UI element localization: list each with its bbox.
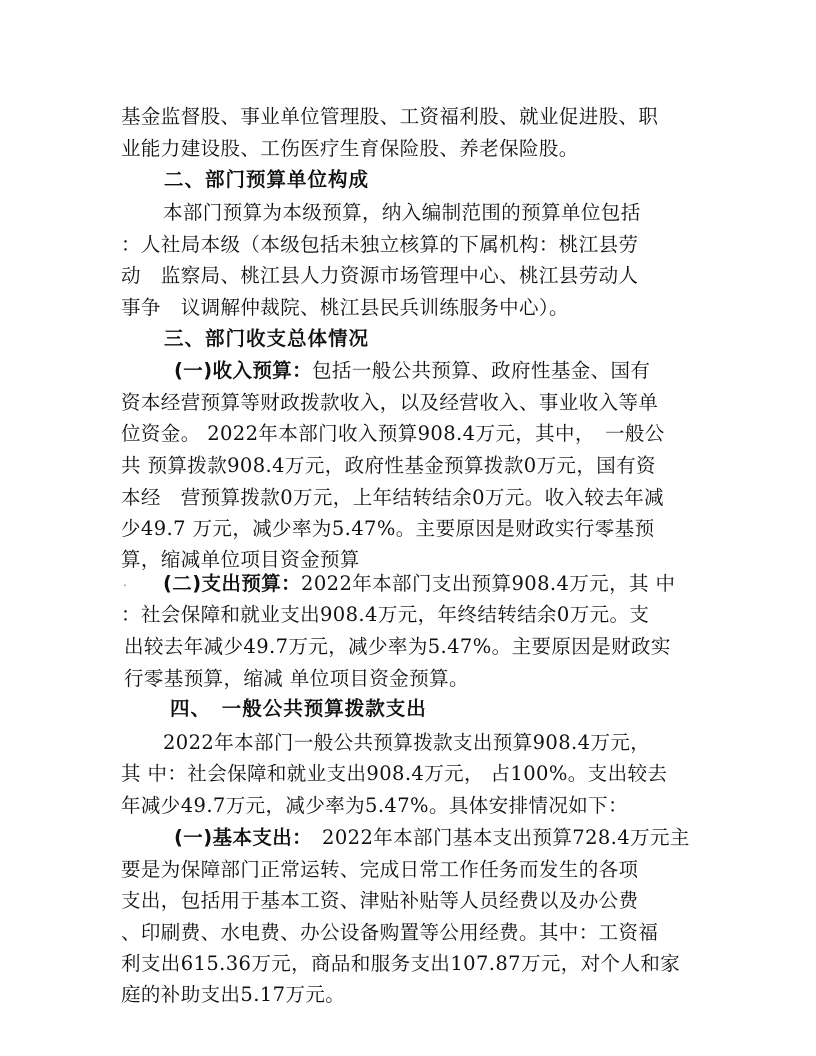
line-3: 本部门预算为本级预算，纳入编制范围的预算单位包括 (163, 201, 641, 224)
line-income-budget-text: 包括一般公共预算、政府性基金、国有 (312, 359, 651, 382)
heading-department-budget-units: 二、部门预算单位构成 (164, 168, 370, 191)
label-expense-budget: (二)支出预算： (163, 572, 302, 595)
line-16: 出较去年减少49.7万元，减少率为5.47%。主要原因是财政实 (124, 635, 671, 658)
stray-mark: . (123, 575, 128, 589)
line-expense-budget (163, 571, 675, 597)
line-2: 业能力建设股、工伤医疗生育保险股、养老保险股。 (121, 137, 579, 160)
line-expense-budget-text: 2022年本部门支出预算908.4万元，其 中 (301, 572, 676, 595)
line-25: 利支出615.36万元，商品和服务支出107.87万元，对个人和家 (121, 952, 681, 975)
line-5: 动 监察局、桃江县人力资源市场管理中心、桃江县劳动人 (121, 264, 639, 287)
line-basic-expenditure (174, 825, 690, 851)
line-10: 共 预算拨款908.4万元，政府性基金预算拨款0万元，国有资 (121, 454, 656, 477)
line-11: 本经 营预算拨款0万元，上年结转结余0万元。收入较去年减 (121, 486, 665, 509)
line-18: 2022年本部门一般公共预算拨款支出预算908.4万元， (163, 731, 651, 754)
line-20: 年减少49.7万元，减少率为5.47%。具体安排情况如下： (121, 794, 628, 817)
line-basic-expenditure-text: 2022年本部门基本支出预算728.4万元主 (322, 826, 690, 849)
line-19: 其 中：社会保障和就业支出908.4万元， 占100%。支出较去 (121, 762, 668, 785)
label-income-budget: (一)收入预算： (174, 359, 313, 382)
line-1: 基金监督股、事业单位管理股、工资福利股、就业促进股、职 (121, 105, 659, 128)
line-12: 少49.7 万元，减少率为5.47%。主要原因是财政实行零基预 (121, 517, 655, 540)
line-9: 位资金。 2022年本部门收入预算908.4万元，其中， 一般公 (121, 422, 665, 445)
line-income-budget (174, 358, 650, 384)
line-23: 支出，包括用于基本工资、津贴补贴等人员经费以及办公费 (121, 889, 639, 912)
heading-revenue-expenditure-overview: 三、部门收支总体情况 (164, 327, 370, 350)
line-6: 事争 议调解仲裁院、桃江县民兵训练服务中心）。 (121, 296, 569, 319)
heading-general-public-budget-expenditure: 四、 一般公共预算拨款支出 (170, 697, 427, 720)
line-24: 、印刷费、水电费、办公设备购置等公用经费。其中：工资福 (121, 921, 659, 944)
line-22: 要是为保障部门正常运转、完成日常工作任务而发生的各项 (121, 858, 639, 881)
line-17: 行零基预算，缩减 单位项目资金预算。 (124, 667, 469, 690)
line-8: 资本经营预算等财政拨款收入，以及经营收入、事业收入等单 (121, 391, 659, 414)
line-4: ：人社局本级（本级包括未独立核算的下属机构：桃江县劳 (121, 233, 639, 256)
line-15: ：社会保障和就业支出908.4万元，年终结转结余0万元。支 (121, 603, 650, 626)
line-26: 庭的补助支出5.17万元。 (121, 983, 346, 1006)
line-13: 算，缩减单位项目资金预算 (121, 548, 360, 571)
label-basic-expenditure: (一)基本支出： (174, 826, 313, 849)
